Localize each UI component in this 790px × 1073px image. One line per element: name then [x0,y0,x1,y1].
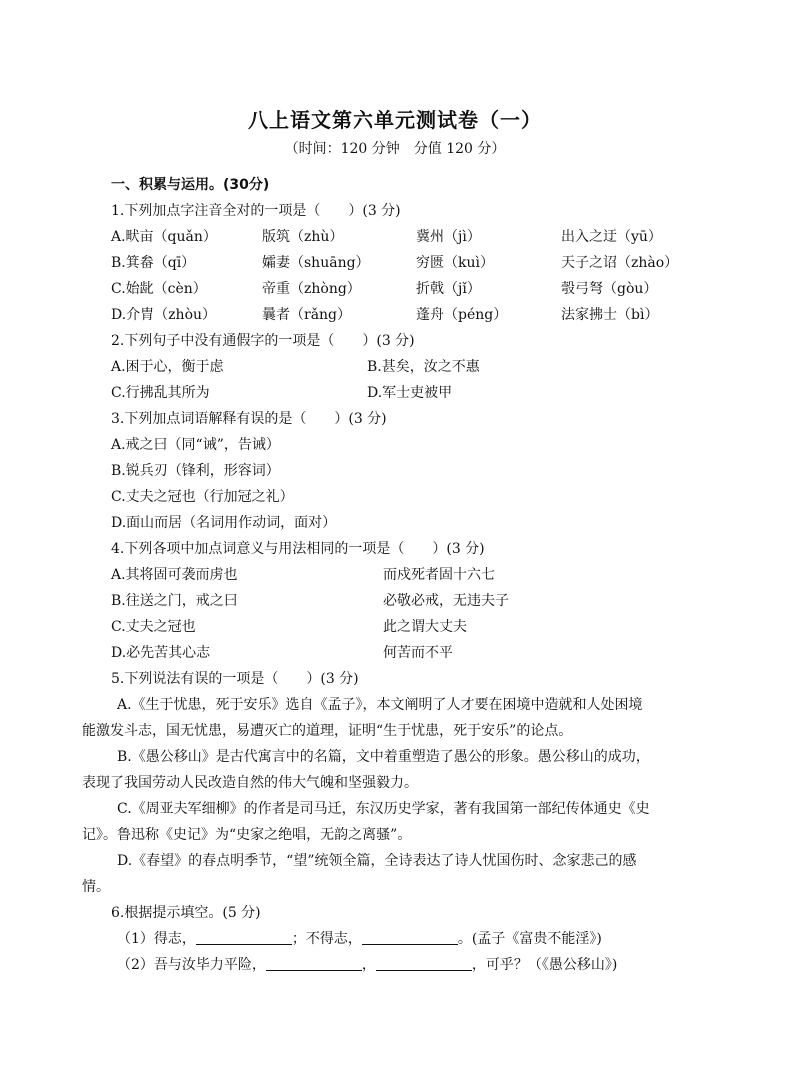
q2-option: D.军士吏被甲 [367,385,453,401]
q5-option-b-line2: 表现了我国劳动人民改造自然的伟大气魄和坚强毅力。 [82,775,418,791]
question-1-stem: 1.下列加点字注音全对的一项是（ ）(3 分) [111,203,401,219]
q2-option: A.困于心，衡于虑 [111,359,224,375]
q6-fill-line-1 [117,930,602,948]
q6-line1-text: ；不得志， [291,931,362,947]
q3-option: A.戒之曰（同“诫”，告诫） [111,437,280,453]
q5-option-a-line2: 能激发斗志，国无忧患，易遭灭亡的道理，证明“生于忧患，死于安乐”的论点。 [82,723,573,739]
question-3-stem: 3.下列加点词语解释有误的是（ ）(3 分) [111,411,387,427]
q1-option-cell: C.始龀（cèn） [111,281,207,297]
q2-option: B.甚矣，汝之不惠 [367,359,480,375]
q1-option-cell: 帝重（zhòng） [262,281,361,297]
q4-option-left: D.必先苦其心志 [111,645,211,661]
q4-option-right: 何苦而不平 [383,645,453,661]
q6-fill-line-2 [117,956,617,974]
q6-line2-text: ，可乎？（《愚公移山》) [471,957,618,973]
q4-option-right: 必敬必戒，无违夫子 [383,593,509,609]
q1-option-cell: 曩者（rǎng） [262,307,352,323]
q1-option-cell: 法家拂士（bì） [561,307,659,323]
answer-blank[interactable] [376,956,472,971]
q5-option-d-line1: D.《春望》的春点明季节，“望”统领全篇，全诗表达了诗人忧国伤时、念家悲己的感 [117,853,637,869]
q5-option-c-line1: C.《周亚夫军细柳》的作者是司马迁，东汉历史学家，著有我国第一部纪传体通史《史 [117,801,650,817]
q3-option: C.丈夫之冠也（行加冠之礼） [111,489,294,505]
q1-option-cell: A.畎亩（quǎn） [111,229,217,245]
question-5-stem: 5.下列说法有误的一项是（ ）(3 分) [111,671,359,687]
q1-option-cell: B.箕畚（qī） [111,255,196,271]
answer-blank[interactable] [362,930,458,945]
question-4-stem: 4.下列各项中加点词意义与用法相同的一项是（ ）(3 分) [111,541,485,557]
question-6-stem: 6.根据提示填空。(5 分) [111,905,261,921]
q1-option-cell: 版筑（zhù） [262,229,344,245]
q5-option-c-line2: 记》。鲁迅称《史记》为“史家之绝唱，无韵之离骚”。 [82,827,412,843]
q5-option-b-line1: B.《愚公移山》是古代寓言中的名篇，文中着重塑造了愚公的形象。愚公移山的成功， [117,749,650,765]
q1-option-cell: D.介胄（zhòu） [111,307,217,323]
q6-line1-text: 。(孟子《富贵不能淫》) [457,931,602,947]
q6-line1-text: （1）得志， [117,931,196,947]
answer-blank[interactable] [196,930,292,945]
q2-option: C.行拂乱其所为 [111,385,210,401]
q4-option-left: A.其将固可袭而虏也 [111,567,238,583]
q1-option-cell: 孀妻（shuāng） [262,255,370,271]
exam-subtitle: （时间：120 分钟 分值 120 分） [284,141,506,157]
q1-option-cell: 天子之诏（zhào） [561,255,679,271]
question-2-stem: 2.下列句子中没有通假字的一项是（ ）(3 分) [111,333,415,349]
q1-option-cell: 折戟（jǐ） [416,281,481,297]
q5-option-a-line1: A.《生于忧患，死于安乐》选自《孟子》，本文阐明了人才要在困境中造就和人处困境 [117,697,643,713]
q1-option-cell: 出入之迂（yū） [561,229,662,245]
q6-line2-text: ， [361,957,376,973]
q3-option: D.面山而居（名词用作动词，面对） [111,515,337,531]
q4-option-right: 而戍死者固十六七 [383,567,495,583]
q4-option-left: C.丈夫之冠也 [111,619,196,635]
q1-option-cell: 彀弓弩（gòu） [561,281,658,297]
exam-title: 八上语文第六单元测试卷（一） [248,108,542,132]
section-heading: 一、积累与运用。(30分) [111,177,270,193]
q1-option-cell: 穷匮（kuì） [416,255,494,271]
q5-option-d-line2: 情。 [82,879,110,895]
q6-line2-text: （2）吾与汝毕力平险， [117,957,266,973]
q4-option-right: 此之谓大丈夫 [383,619,467,635]
q1-option-cell: 蓬舟（péng） [416,307,508,323]
q1-option-cell: 冀州（jì） [416,229,481,245]
answer-blank[interactable] [266,956,362,971]
q4-option-left: B.往送之门，戒之曰 [111,593,238,609]
q3-option: B.锐兵刃（锋利，形容词） [111,463,280,479]
